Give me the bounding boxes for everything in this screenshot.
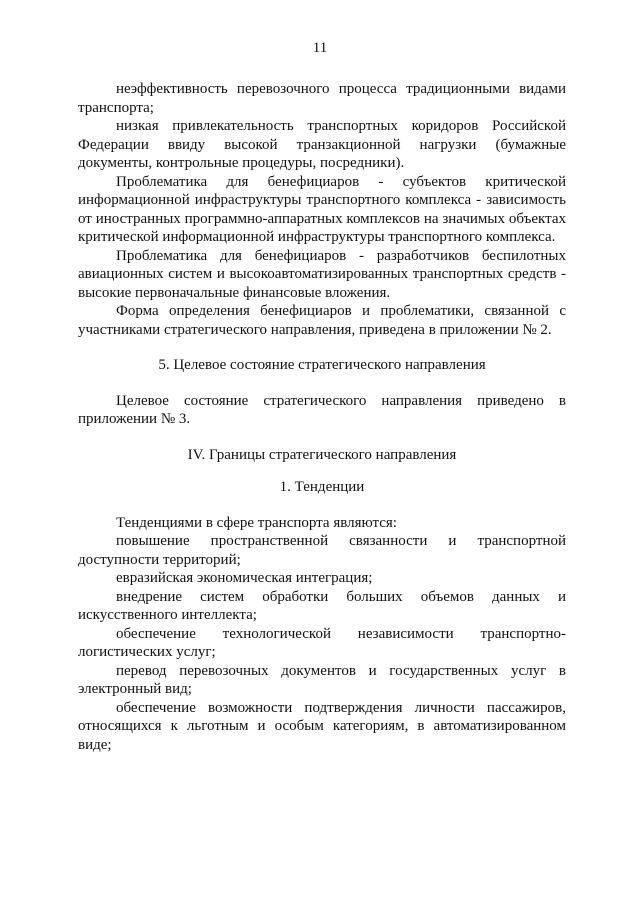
paragraph: Проблематика для бенефициаров - субъектов критической информационной инфраструктуры транспортного комплекса - зависимость от иностранных программно-аппаратных комплексов на значимых объектах критической информационной инфраструктуры транспортного комплекса. <box>78 173 566 245</box>
paragraph: неэффективность перевозочного процесса традиционными видами транспорта; <box>78 81 566 116</box>
trend-item: евразийская экономическая интеграция; <box>116 570 373 586</box>
trend-item: повышение пространственной связанности и транспортной доступности территорий; <box>78 533 566 568</box>
trend-item: перевод перевозочных документов и государственных услуг в электронный вид; <box>78 662 566 697</box>
paragraph: Проблематика для бенефициаров - разработчиков беспилотных авиационных систем и высокоавтоматизированных транспортных средств - высокие первоначальные финансовые вложения. <box>78 247 566 301</box>
section-heading-iv: IV. Границы стратегического направления <box>187 446 457 463</box>
trends-intro: Тенденциями в сфере транспорта являются: <box>116 514 397 531</box>
document-body <box>78 80 566 754</box>
page-number: 11 <box>312 40 328 56</box>
trend-item: внедрение систем обработки больших объемов данных и искусственного интеллекта; <box>78 588 566 623</box>
section-heading-5: 5. Целевое состояние стратегического направления <box>158 357 486 373</box>
trend-item: обеспечение возможности подтверждения личности пассажиров, относящихся к льготным и особым категориям, в автоматизированном виде; <box>78 699 566 753</box>
paragraph: низкая привлекательность транспортных коридоров Российской Федерации ввиду высокой транзакционной нагрузки (бумажные документы, контрольные процедуры, посредники). <box>78 118 566 171</box>
section-5-text: Целевое состояние стратегического направления приведено в приложении № 3. <box>78 392 566 427</box>
subsection-heading-trends: 1. Тенденции <box>279 479 365 495</box>
trend-item: обеспечение технологической независимости транспортно-логистических услуг; <box>78 625 566 660</box>
paragraph: Форма определения бенефициаров и проблематики, связанной с участниками стратегического направления, приведена в приложении № 2. <box>78 303 566 338</box>
